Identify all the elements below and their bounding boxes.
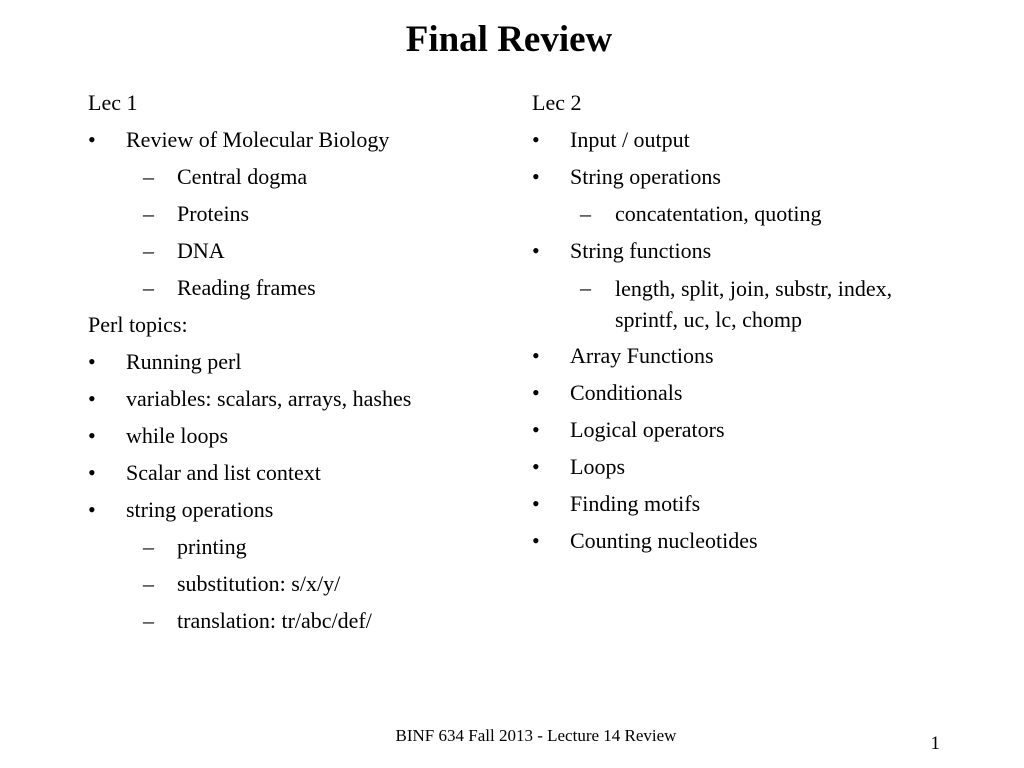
page-number: 1: [930, 733, 940, 754]
bullet-marker: •: [532, 164, 540, 189]
dash-marker: –: [143, 201, 154, 226]
bullet-item: [532, 413, 952, 450]
dash-marker: –: [143, 571, 154, 596]
sub-item: [88, 604, 508, 641]
item-text: Logical operators: [570, 417, 725, 442]
item-text: Counting nucleotides: [570, 528, 758, 553]
sub-item: [532, 197, 952, 234]
bullet-marker: •: [88, 349, 96, 374]
slide-title: Final Review: [405, 19, 613, 60]
bullet-marker: •: [532, 238, 540, 263]
sub-item: [532, 271, 952, 339]
dash-marker: –: [143, 275, 154, 300]
bullet-item: [532, 487, 952, 524]
bullet-item: [88, 456, 508, 493]
item-text: Running perl: [126, 349, 242, 374]
item-text: Conditionals: [570, 380, 683, 405]
item-text: String functions: [570, 238, 712, 263]
bullet-item: [532, 450, 952, 487]
sub-item: [88, 530, 508, 567]
item-text: Input / output: [570, 127, 690, 152]
left-column: [88, 86, 508, 641]
item-text: Finding motifs: [570, 491, 701, 516]
bullet-marker: •: [88, 497, 96, 522]
bullet-item: [88, 419, 508, 456]
bullet-item: [88, 345, 508, 382]
item-text: Proteins: [177, 201, 250, 226]
dash-marker: –: [143, 608, 154, 633]
bullet-marker: •: [532, 343, 540, 368]
item-text: printing: [177, 534, 247, 559]
section-heading-lec-1: [88, 86, 508, 123]
bullet-item: [532, 123, 952, 160]
dash-marker: –: [580, 201, 591, 226]
sub-item: [88, 567, 508, 604]
bullet-marker: •: [88, 127, 96, 152]
sub-item: [88, 271, 508, 308]
section-heading-lec-2: [532, 86, 952, 123]
dash-marker: –: [143, 238, 154, 263]
item-text: Review of Molecular Biology: [126, 127, 390, 152]
sub-item: [88, 197, 508, 234]
item-text: Lec 2: [532, 90, 582, 115]
dash-marker: –: [143, 534, 154, 559]
bullet-marker: •: [532, 127, 540, 152]
item-text: Array Functions: [570, 343, 714, 368]
item-text: Perl topics:: [88, 312, 188, 337]
bullet-marker: •: [532, 528, 540, 553]
sub-item: [88, 160, 508, 197]
right-column: [532, 86, 952, 561]
item-text: variables: scalars, arrays, hashes: [126, 386, 412, 411]
item-text: string operations: [126, 497, 274, 522]
bullet-marker: •: [532, 380, 540, 405]
item-text: Reading frames: [177, 275, 316, 300]
bullet-item: [532, 160, 952, 197]
item-text: concatentation, quoting: [615, 201, 822, 226]
dash-marker: –: [143, 164, 154, 189]
bullet-marker: •: [532, 417, 540, 442]
bullet-item: [532, 339, 952, 376]
item-text: translation: tr/abc/def/: [177, 608, 372, 633]
item-text: substitution: s/x/y/: [177, 571, 341, 596]
bullet-marker: •: [88, 423, 96, 448]
slide-footer: BINF 634 Fall 2013 - Lecture 14 Review: [395, 726, 677, 745]
dash-marker: –: [580, 275, 591, 300]
bullet-marker: •: [532, 454, 540, 479]
bullet-item: [88, 493, 508, 530]
bullet-item: [532, 234, 952, 271]
sub-item: [88, 234, 508, 271]
bullet-item: [532, 376, 952, 413]
item-text: Loops: [570, 454, 625, 479]
bullet-item: [532, 524, 952, 561]
item-text: while loops: [126, 423, 229, 448]
item-text: Scalar and list context: [126, 460, 321, 485]
bullet-item: [88, 382, 508, 419]
item-text: String operations: [570, 164, 721, 189]
section-heading-perl-topics: [88, 308, 508, 345]
item-text: DNA: [177, 238, 225, 263]
bullet-marker: •: [88, 386, 96, 411]
bullet-marker: •: [532, 491, 540, 516]
bullet-marker: •: [88, 460, 96, 485]
bullet-item: [88, 123, 508, 160]
item-text: Lec 1: [88, 90, 138, 115]
item-text: Central dogma: [177, 164, 308, 189]
item-text: length, split, join, substr, index, sprintf, uc, lc, chomp: [615, 276, 893, 332]
